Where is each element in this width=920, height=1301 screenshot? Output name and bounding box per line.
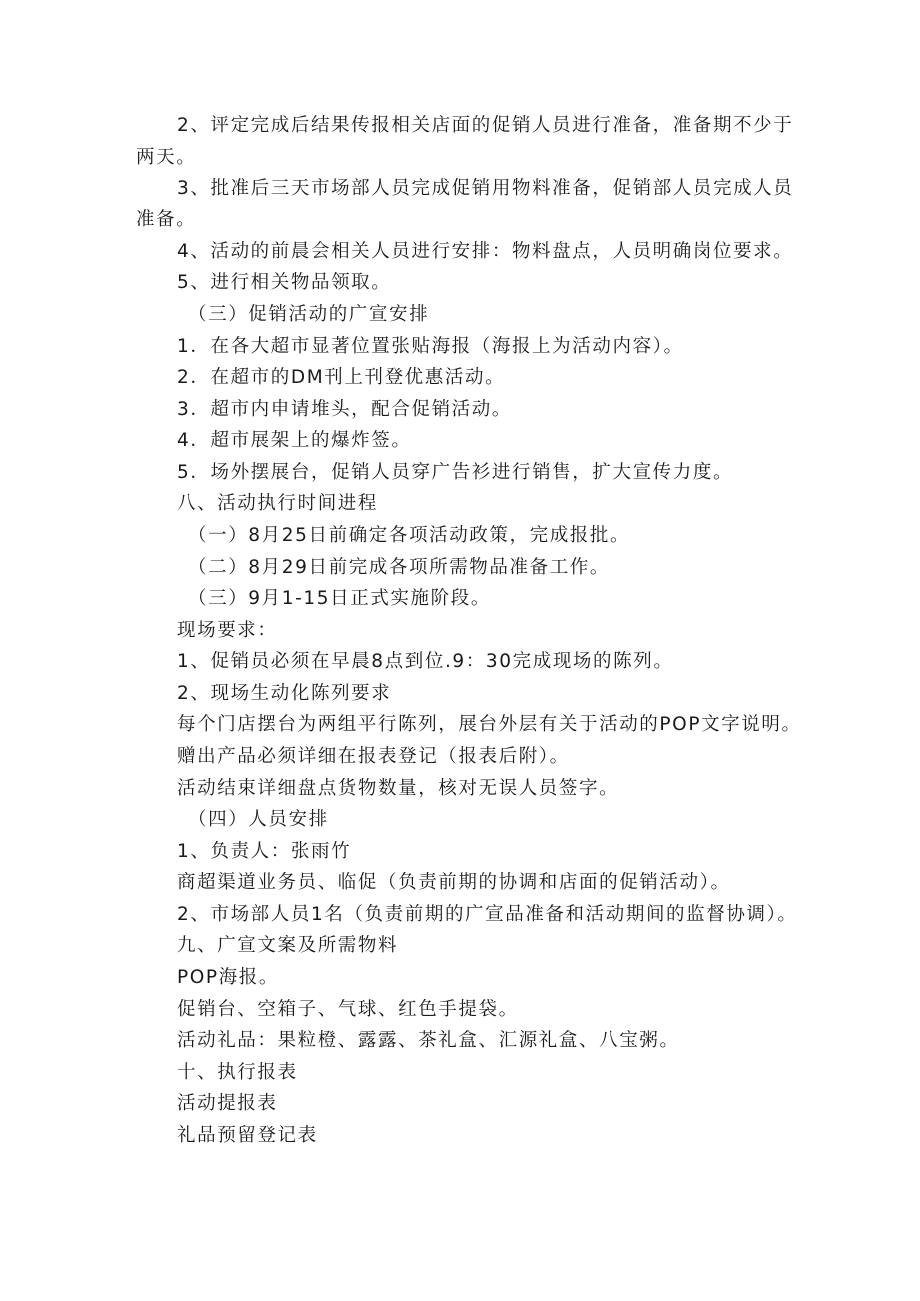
paragraph-line: 赠出产品必须详细在报表登记（报表后附）。 <box>177 746 570 767</box>
section-heading: （四）人员安排 <box>188 809 329 830</box>
paragraph-line: 每个门店摆台为两组平行陈列，展台外层有关于活动的POP文字说明。 <box>177 714 802 735</box>
list-item: 2、市场部人员1名（负责前期的广宣品准备和活动期间的监督协调）。 <box>177 904 798 925</box>
list-item: 1、促销员必须在早晨8点到位.9：30完成现场的陈列。 <box>177 651 674 672</box>
paragraph-line: 3、批准后三天市场部人员完成促销用物料准备，促销部人员完成人员 <box>177 178 794 199</box>
paragraph-line: 4、活动的前晨会相关人员进行安排：物料盘点，人员明确岗位要求。 <box>177 241 794 262</box>
section-heading: 十、执行报表 <box>177 1062 298 1083</box>
paragraph-line: 活动提报表 <box>177 1093 278 1114</box>
list-item: 4．超市展架上的爆炸签。 <box>177 430 412 451</box>
paragraph-line: 活动结束详细盘点货物数量，核对无误人员签字。 <box>177 778 620 799</box>
section-heading: （三）促销活动的广宣安排 <box>188 304 430 325</box>
paragraph-line: 礼品预留登记表 <box>177 1125 318 1146</box>
paragraph-line: 两天。 <box>136 147 197 168</box>
list-item: 1、负责人：张雨竹 <box>177 841 352 862</box>
paragraph-line: 活动礼品：果粒橙、露露、茶礼盒、汇源礼盒、八宝粥。 <box>177 1030 680 1051</box>
list-item: 2．在超市的DM刊上刊登优惠活动。 <box>177 367 506 388</box>
paragraph-line: POP海报。 <box>177 967 279 988</box>
list-item: 3．超市内申请堆头，配合促销活动。 <box>177 399 512 420</box>
paragraph-line: 促销台、空箱子、气球、红色手提袋。 <box>177 999 519 1020</box>
paragraph-line: 5、进行相关物品领取。 <box>177 272 392 293</box>
section-heading: 八、活动执行时间进程 <box>177 493 379 514</box>
list-item: （二）8月29日前完成各项所需物品准备工作。 <box>188 557 611 578</box>
list-item: 5．场外摆展台，促销人员穿广告衫进行销售，扩大宣传力度。 <box>177 462 734 483</box>
list-item: 1．在各大超市显著位置张贴海报（海报上为活动内容）。 <box>177 336 684 357</box>
list-item: 2、现场生动化陈列要求 <box>177 683 392 704</box>
list-item: （一）8月25日前确定各项活动政策，完成报批。 <box>188 525 631 546</box>
paragraph-line: 准备。 <box>136 209 197 230</box>
list-item: （三）9月1-15日正式实施阶段。 <box>188 588 491 609</box>
section-heading: 九、广宣文案及所需物料 <box>177 935 399 956</box>
section-heading: 现场要求： <box>177 620 278 641</box>
paragraph-line: 2、评定完成后结果传报相关店面的促销人员进行准备，准备期不少于 <box>177 115 794 136</box>
paragraph-line: 商超渠道业务员、临促（负责前期的协调和店面的促销活动）。 <box>177 872 731 893</box>
